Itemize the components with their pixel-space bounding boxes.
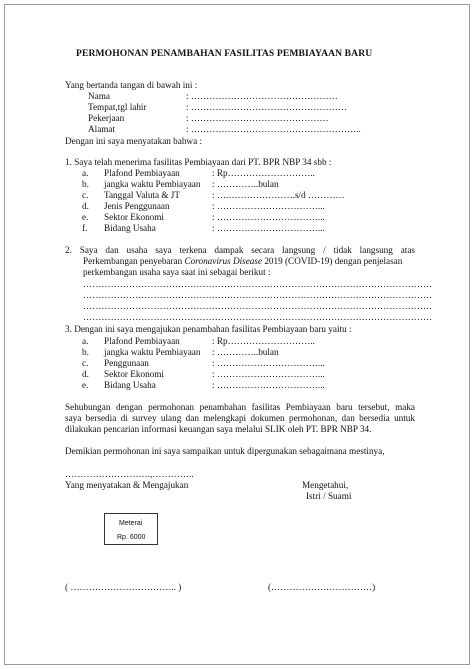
section2-line2-italic: Coronavirus Disease (184, 256, 263, 266)
section2-dots: …………………………………………………………………………………………………… (83, 312, 433, 322)
stamp-label: Meterai (119, 520, 143, 527)
identity-label-name: Nama (88, 91, 110, 101)
section1-letter: a. (82, 168, 89, 178)
closing-final: Demikian permohonan ini saya sampaikan untuk dipergunakan sebagaimana mestinya, (65, 446, 385, 456)
section2-line2-pre: Perkembangan penyebaran (83, 256, 185, 266)
applicant-label: Yang menyatakan & Mengajukan (65, 480, 189, 490)
closing-line1: Sehubungan dengan permohonan penambahan fasilitas Pembiayaan baru tersebut, maka (65, 402, 415, 412)
section2-dots: …………………………………………………………………………………………………… (83, 301, 433, 311)
place-date: ……………………….,………….. (65, 469, 194, 479)
identity-label-job: Pekerjaan (88, 113, 125, 123)
section1-label-term: jangka waktu Pembiayaan (104, 179, 201, 189)
section1-letter: d. (82, 201, 89, 211)
section3-value-field: : ……………………………... (212, 380, 325, 390)
section1-letter: e. (82, 212, 89, 222)
section2-line2 (83, 256, 415, 267)
identity-value-address: : ……………………………………………….. (186, 124, 361, 134)
acknowledge-label: Mengetahui, (302, 480, 349, 490)
section1-label-valuta: Tanggal Valuta & JT (104, 190, 180, 200)
section3-value-usage: : ……………………………... (212, 358, 325, 368)
section3-label-plafond: Plafond Pembiayaan (104, 336, 180, 346)
applicant-name-field: ( …………………………….. ) (65, 582, 182, 592)
section1-label-usage: Jenis Penggunaan (104, 201, 170, 211)
section1-heading: 1. Saya telah menerima fasilitas Pembiayaan dari PT. BPR NBP 34 sbb : (65, 157, 332, 167)
section1-value-sector: : ……………………………... (212, 212, 325, 222)
section2-line1: 2. Saya dan usaha saya terkena dampak secara langsung / tidak langsung atas (65, 245, 415, 255)
stamp-amount: Rp. 6000 (117, 534, 146, 541)
section3-letter: e. (82, 380, 89, 390)
section2-dots: …………………………………………………………………………………………………… (83, 290, 433, 300)
stamp-box (104, 513, 158, 545)
section3-label-field: Bidang Usaha (104, 380, 156, 390)
section1-letter: b. (82, 179, 89, 189)
section2-line3: perkembangan usaha saya saat ini sebagai berikut : (83, 267, 271, 277)
section3-heading: 3. Dengan ini saya mengajukan penambahan fasilitas Pembiayaan baru yaitu : (65, 324, 352, 334)
section3-value-sector: : ……………………………... (212, 369, 325, 379)
section1-label-plafond: Plafond Pembiayaan (104, 168, 180, 178)
section1-value-usage: : ……………………………... (212, 201, 325, 211)
identity-value-birth: : …………………………………………… (186, 102, 348, 112)
section1-value-field: : ……………………………... (212, 223, 325, 233)
section1-value-valuta: : ….………………….s/d ………… (212, 190, 345, 200)
identity-value-name: : ………………………………………… (186, 91, 338, 101)
section3-letter: d. (82, 369, 89, 379)
section1-label-sector: Sektor Ekonomi (104, 212, 164, 222)
closing-line2: saya bersedia di survey ulang dan melengkapi dokumen permohonan, dan bersedia untuk (65, 413, 415, 423)
document-title: PERMOHONAN PENAMBAHAN FASILITAS PEMBIAYAAN BARU (76, 48, 373, 59)
section3-letter: b. (82, 347, 89, 357)
section3-label-sector: Sektor Ekonomi (104, 369, 164, 379)
identity-value-job: : ……………………………………… (186, 113, 329, 123)
closing-line3: dilakukan pencarian informasi keuangan saya melalui SLIK oleh PT. BPR NBP 34. (65, 424, 372, 434)
section1-letter: c. (82, 190, 89, 200)
section3-label-term: jangka waktu Pembiayaan (104, 347, 201, 357)
identity-label-birth: Tempat,tgl lahir (88, 102, 147, 112)
spouse-name-field: (……………………………) (268, 582, 376, 592)
intro-text: Yang bertanda tangan di bawah ini : (65, 80, 198, 90)
statement-text: Dengan ini saya menyatakan bahwa : (65, 136, 202, 146)
identity-label-address: Alamat (88, 124, 116, 134)
spouse-label: Istri / Suami (306, 491, 352, 501)
section2-dots: …………………………………………………………………………………………………… (83, 279, 433, 289)
section3-label-usage: Penggunaan (104, 358, 149, 368)
section1-letter: f. (82, 223, 88, 233)
section3-letter: a. (82, 336, 89, 346)
section1-value-plafond: : Rp……………………….. (212, 168, 315, 178)
section1-value-term: : …………..bulan (212, 179, 279, 189)
section1-label-field: Bidang Usaha (104, 223, 156, 233)
section2-line2-post: 2019 (COVID-19) dengan penjelasan (262, 256, 403, 266)
section3-value-plafond: : Rp……………………….. (212, 336, 315, 346)
section3-value-term: : …………..bulan (212, 347, 279, 357)
section3-letter: c. (82, 358, 89, 368)
